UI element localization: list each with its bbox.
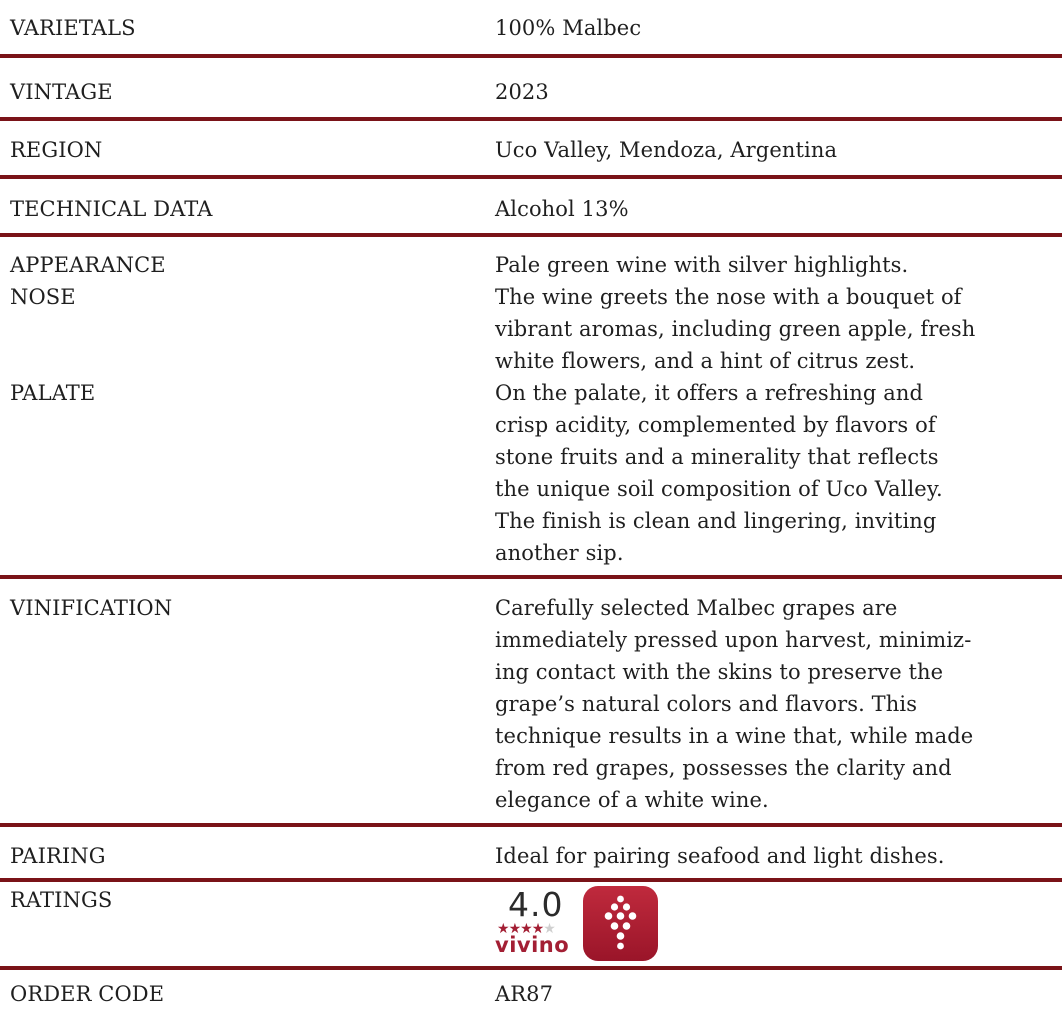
vinification-line: elegance of a white wine. — [495, 788, 769, 812]
star-empty-icon: ★ — [543, 921, 555, 937]
order-code-value: AR87 — [495, 982, 554, 1006]
vinification-text — [495, 592, 1055, 816]
varietals-value: 100% Malbec — [495, 16, 642, 40]
divider — [0, 966, 1062, 970]
rating-score: 4.0 — [508, 885, 564, 924]
nose-label: NOSE — [10, 285, 76, 309]
divider — [0, 117, 1062, 121]
pairing-value: Ideal for pairing seafood and light dishes. — [495, 844, 945, 868]
vivino-grape-icon — [582, 885, 659, 962]
tasting-line: The finish is clean and lingering, inviting — [495, 509, 937, 533]
divider — [0, 175, 1062, 179]
vinification-label: VINIFICATION — [10, 596, 173, 620]
tasting-line: stone fruits and a minerality that reflects — [495, 445, 939, 469]
ratings-label: RATINGS — [10, 888, 113, 912]
divider — [0, 233, 1062, 237]
vinification-line: grape’s natural colors and flavors. This — [495, 692, 918, 716]
varietals-label: VARIETALS — [10, 16, 136, 40]
star-filled-icon: ★ — [531, 921, 544, 937]
vinification-line: Carefully selected Malbec grapes are — [495, 596, 898, 620]
region-label: REGION — [10, 138, 103, 162]
divider — [0, 823, 1062, 827]
tasting-line: The wine greets the nose with a bouquet of — [495, 285, 962, 309]
vinification-line: from red grapes, possesses the clarity and — [495, 756, 952, 780]
vinification-line: technique results in a wine that, while made — [495, 724, 974, 748]
divider — [0, 54, 1062, 58]
tasting-line: white flowers, and a hint of citrus zest. — [495, 349, 916, 373]
vintage-value: 2023 — [495, 80, 549, 104]
tasting-line: another sip. — [495, 541, 624, 565]
region-value: Uco Valley, Mendoza, Argentina — [495, 138, 838, 162]
divider — [0, 575, 1062, 579]
star-filled-icon: ★ — [497, 921, 509, 937]
vinification-line: ing contact with the skins to preserve the — [495, 660, 944, 684]
tasting-notes-text — [495, 249, 1055, 569]
tasting-line: Pale green wine with silver highlights. — [495, 253, 909, 277]
vinification-line: immediately pressed upon harvest, minimiz- — [495, 628, 972, 652]
vintage-label: VINTAGE — [10, 80, 113, 104]
pairing-label: PAIRING — [10, 844, 106, 868]
tasting-line: On the palate, it offers a refreshing and — [495, 381, 923, 405]
tasting-line: the unique soil composition of Uco Valley. — [495, 477, 943, 501]
divider — [0, 878, 1062, 882]
star-filled-icon: ★ — [508, 921, 521, 937]
technical-data-value: Alcohol 13% — [495, 197, 629, 221]
technical-data-label: TECHNICAL DATA — [10, 197, 213, 221]
palate-label: PALATE — [10, 381, 96, 405]
tasting-line: crisp acidity, complemented by flavors of — [495, 413, 936, 437]
appearance-label: APPEARANCE — [10, 253, 166, 277]
tasting-line: vibrant aromas, including green apple, fresh — [495, 317, 976, 341]
vivino-wordmark: vivino — [495, 933, 570, 957]
star-filled-icon: ★ — [520, 921, 532, 937]
order-code-label: ORDER CODE — [10, 982, 165, 1006]
